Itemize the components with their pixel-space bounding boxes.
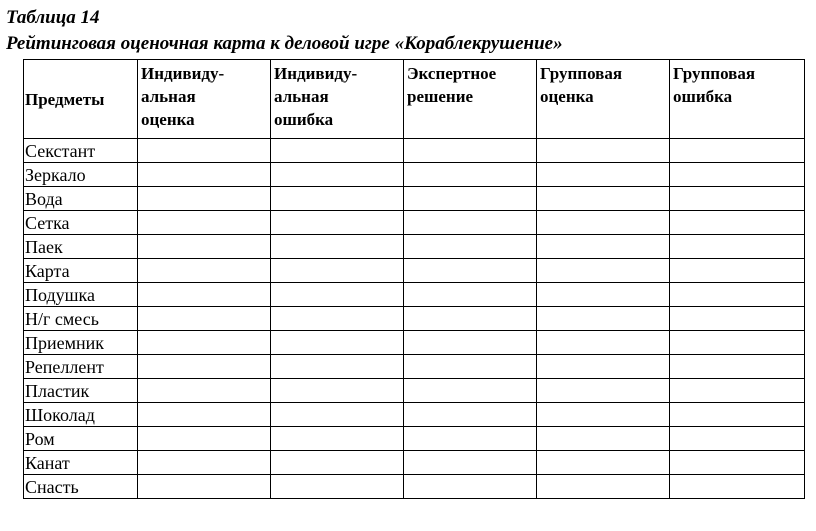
individual-score-cell[interactable] xyxy=(138,139,271,163)
group-score-cell[interactable] xyxy=(537,451,670,475)
table-row xyxy=(24,139,805,163)
group-error-cell[interactable] xyxy=(670,403,805,427)
expert-decision-cell[interactable] xyxy=(404,379,537,403)
individual-score-cell[interactable] xyxy=(138,259,271,283)
individual-score-cell[interactable] xyxy=(138,403,271,427)
group-error-cell[interactable] xyxy=(670,211,805,235)
individual-score-cell[interactable] xyxy=(138,235,271,259)
individual-error-cell[interactable] xyxy=(271,139,404,163)
group-error-cell[interactable] xyxy=(670,331,805,355)
individual-error-cell[interactable] xyxy=(271,475,404,499)
expert-decision-cell[interactable] xyxy=(404,283,537,307)
group-score-cell[interactable] xyxy=(537,259,670,283)
group-score-cell[interactable] xyxy=(537,475,670,499)
table-number: Таблица 14 xyxy=(6,7,100,28)
individual-score-cell[interactable] xyxy=(138,331,271,355)
group-score-cell[interactable] xyxy=(537,139,670,163)
item-name: Репеллент xyxy=(24,355,138,379)
group-error-cell[interactable] xyxy=(670,235,805,259)
header-expert-decision: Экспертное решение xyxy=(404,60,537,139)
expert-decision-cell[interactable] xyxy=(404,187,537,211)
table-row xyxy=(24,235,805,259)
item-name: Пластик xyxy=(24,379,138,403)
item-name: Паек xyxy=(24,235,138,259)
table-row xyxy=(24,475,805,499)
individual-error-cell[interactable] xyxy=(271,163,404,187)
header-items: Предметы xyxy=(24,60,138,139)
individual-score-cell[interactable] xyxy=(138,211,271,235)
expert-decision-cell[interactable] xyxy=(404,211,537,235)
group-error-cell[interactable] xyxy=(670,283,805,307)
individual-error-cell[interactable] xyxy=(271,379,404,403)
group-score-cell[interactable] xyxy=(537,331,670,355)
individual-score-cell[interactable] xyxy=(138,475,271,499)
individual-score-cell[interactable] xyxy=(138,187,271,211)
individual-score-cell[interactable] xyxy=(138,163,271,187)
table-row xyxy=(24,163,805,187)
header-individual-error: Индивиду- альная ошибка xyxy=(271,60,404,139)
group-error-cell[interactable] xyxy=(670,451,805,475)
individual-score-cell[interactable] xyxy=(138,355,271,379)
group-error-cell[interactable] xyxy=(670,259,805,283)
expert-decision-cell[interactable] xyxy=(404,475,537,499)
table-row xyxy=(24,307,805,331)
table-title: Рейтинговая оценочная карта к деловой игре «Кораблекрушение» xyxy=(6,33,563,54)
table-row xyxy=(24,331,805,355)
expert-decision-cell[interactable] xyxy=(404,427,537,451)
group-score-cell[interactable] xyxy=(537,427,670,451)
expert-decision-cell[interactable] xyxy=(404,331,537,355)
group-score-cell[interactable] xyxy=(537,235,670,259)
header-group-score: Групповая оценка xyxy=(537,60,670,139)
individual-score-cell[interactable] xyxy=(138,427,271,451)
item-name: Шоколад xyxy=(24,403,138,427)
item-name: Секстант xyxy=(24,139,138,163)
individual-error-cell[interactable] xyxy=(271,427,404,451)
item-name: Подушка xyxy=(24,283,138,307)
group-score-cell[interactable] xyxy=(537,187,670,211)
header-group-error: Групповая ошибка xyxy=(670,60,805,139)
group-error-cell[interactable] xyxy=(670,355,805,379)
table-row xyxy=(24,187,805,211)
individual-error-cell[interactable] xyxy=(271,283,404,307)
group-score-cell[interactable] xyxy=(537,355,670,379)
item-name: Сетка xyxy=(24,211,138,235)
group-score-cell[interactable] xyxy=(537,211,670,235)
expert-decision-cell[interactable] xyxy=(404,403,537,427)
table-row xyxy=(24,451,805,475)
individual-error-cell[interactable] xyxy=(271,235,404,259)
table-row xyxy=(24,259,805,283)
item-name: Вода xyxy=(24,187,138,211)
table-row xyxy=(24,379,805,403)
group-score-cell[interactable] xyxy=(537,283,670,307)
group-error-cell[interactable] xyxy=(670,139,805,163)
group-error-cell[interactable] xyxy=(670,187,805,211)
group-score-cell[interactable] xyxy=(537,307,670,331)
table-row xyxy=(24,211,805,235)
header-individual-score: Индивиду- альная оценка xyxy=(138,60,271,139)
item-name: Зеркало xyxy=(24,163,138,187)
expert-decision-cell[interactable] xyxy=(404,355,537,379)
item-name: Снасть xyxy=(24,475,138,499)
item-name: Канат xyxy=(24,451,138,475)
expert-decision-cell[interactable] xyxy=(404,139,537,163)
table-caption xyxy=(6,5,563,57)
table-row xyxy=(24,355,805,379)
item-name: Карта xyxy=(24,259,138,283)
individual-score-cell[interactable] xyxy=(138,451,271,475)
individual-error-cell[interactable] xyxy=(271,259,404,283)
individual-error-cell[interactable] xyxy=(271,187,404,211)
group-error-cell[interactable] xyxy=(670,427,805,451)
header-row xyxy=(24,60,805,139)
individual-error-cell[interactable] xyxy=(271,403,404,427)
group-error-cell[interactable] xyxy=(670,307,805,331)
group-error-cell[interactable] xyxy=(670,163,805,187)
individual-error-cell[interactable] xyxy=(271,307,404,331)
group-error-cell[interactable] xyxy=(670,475,805,499)
rating-table xyxy=(23,59,805,499)
individual-error-cell[interactable] xyxy=(271,451,404,475)
individual-error-cell[interactable] xyxy=(271,355,404,379)
individual-error-cell[interactable] xyxy=(271,211,404,235)
table-row xyxy=(24,403,805,427)
individual-score-cell[interactable] xyxy=(138,283,271,307)
individual-error-cell[interactable] xyxy=(271,331,404,355)
expert-decision-cell[interactable] xyxy=(404,235,537,259)
individual-score-cell[interactable] xyxy=(138,379,271,403)
group-error-cell[interactable] xyxy=(670,379,805,403)
expert-decision-cell[interactable] xyxy=(404,451,537,475)
group-score-cell[interactable] xyxy=(537,379,670,403)
item-name: Приемник xyxy=(24,331,138,355)
expert-decision-cell[interactable] xyxy=(404,307,537,331)
group-score-cell[interactable] xyxy=(537,403,670,427)
item-name: Н/г смесь xyxy=(24,307,138,331)
item-name: Ром xyxy=(24,427,138,451)
table-row xyxy=(24,283,805,307)
individual-score-cell[interactable] xyxy=(138,307,271,331)
table-row xyxy=(24,427,805,451)
expert-decision-cell[interactable] xyxy=(404,259,537,283)
expert-decision-cell[interactable] xyxy=(404,163,537,187)
group-score-cell[interactable] xyxy=(537,163,670,187)
